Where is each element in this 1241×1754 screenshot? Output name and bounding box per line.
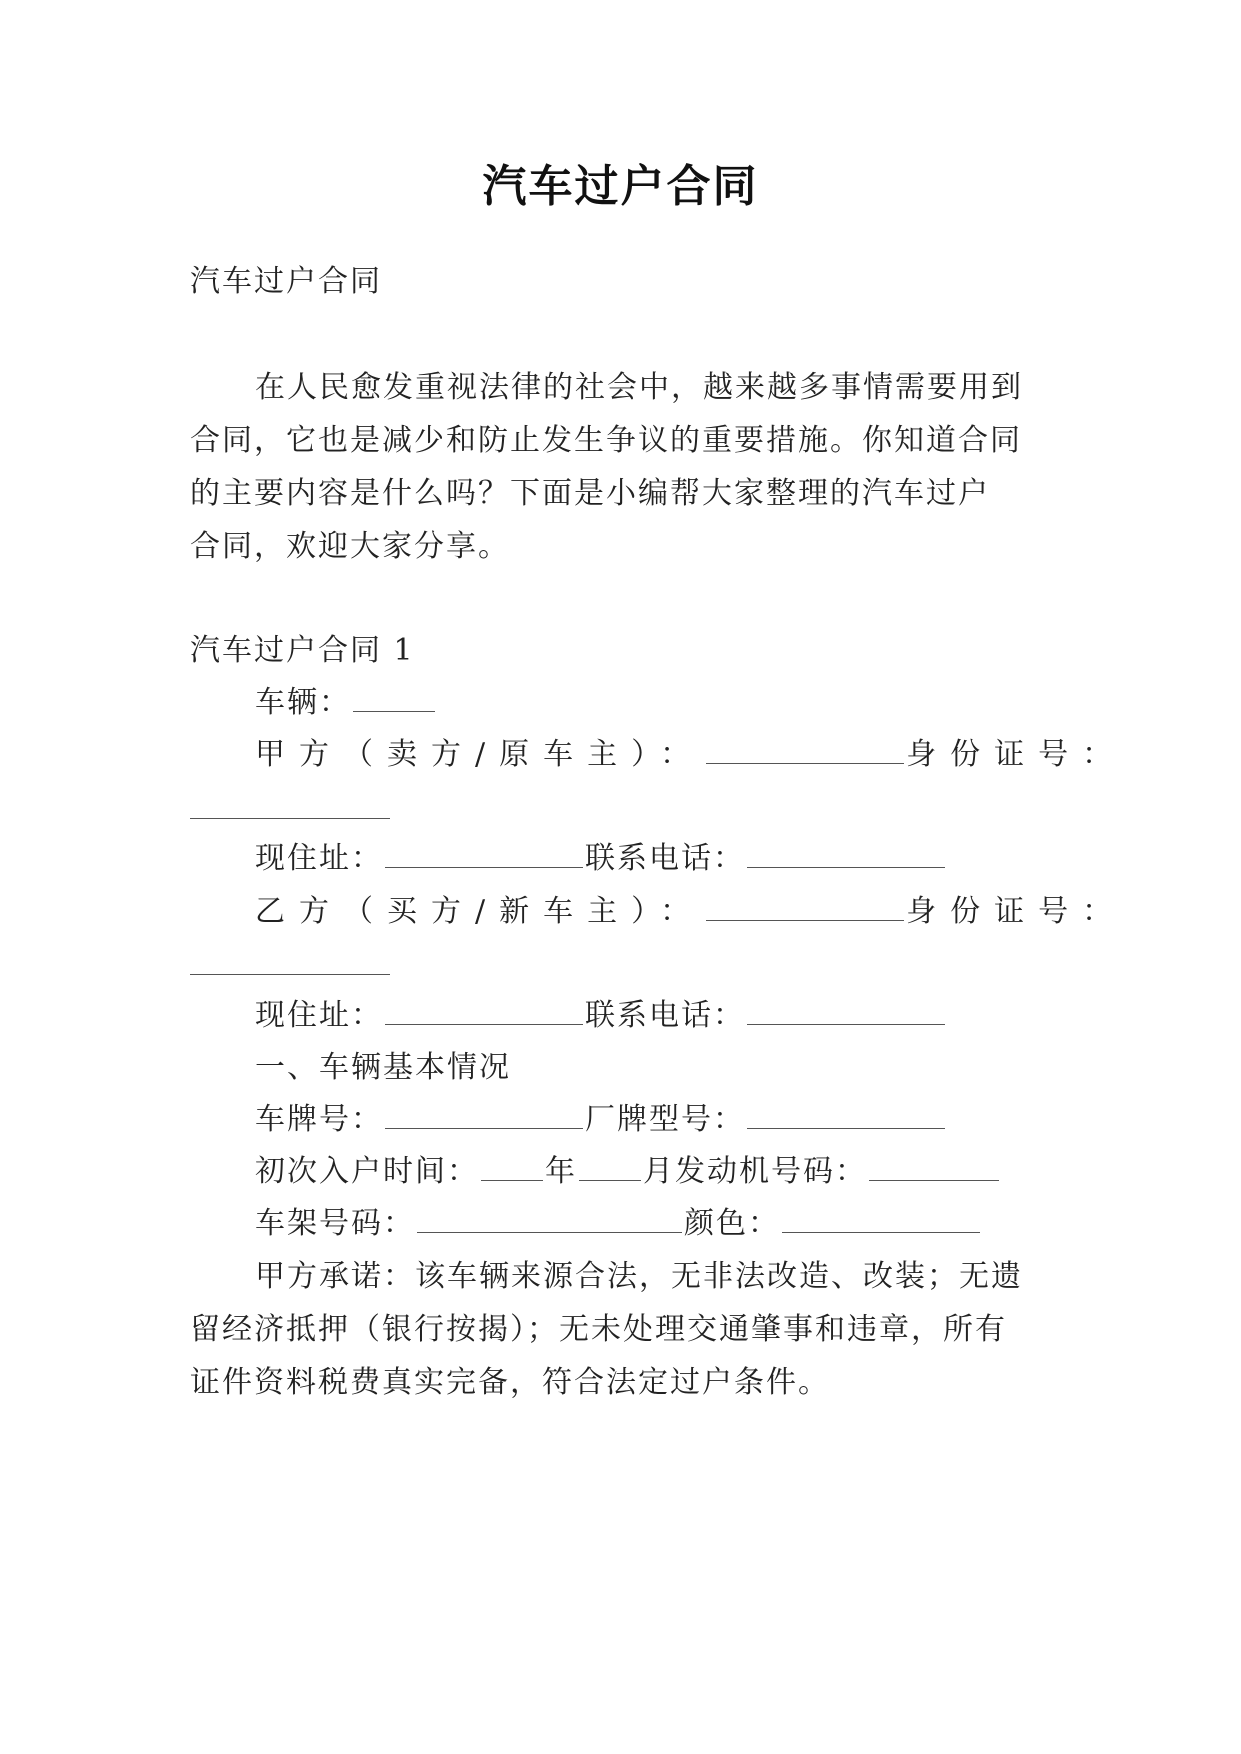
party-b-phone-blank[interactable] bbox=[747, 998, 945, 1025]
party-a-id-label: 身份证号： bbox=[906, 737, 1127, 772]
party-b-name-blank[interactable] bbox=[706, 894, 904, 921]
model-label: 厂牌型号： bbox=[585, 1102, 745, 1137]
party-a-address-blank[interactable] bbox=[385, 841, 583, 868]
model-blank[interactable] bbox=[747, 1102, 945, 1129]
month-blank[interactable] bbox=[579, 1154, 641, 1181]
year-blank[interactable] bbox=[481, 1154, 543, 1181]
intro-line-2: 合同，它也是减少和防止发生争议的重要措施。你知道合同 bbox=[190, 423, 1022, 458]
party-b-id-blank[interactable] bbox=[190, 948, 390, 975]
intro-line-3: 的主要内容是什么吗？下面是小编帮大家整理的汽车过户 bbox=[190, 476, 990, 511]
party-a-id-row bbox=[190, 790, 1050, 830]
promise-line-1: 甲方承诺：该车辆来源合法，无非法改造、改装；无遗 bbox=[255, 1259, 1023, 1294]
plate-label: 车牌号： bbox=[255, 1102, 383, 1137]
intro-line-1: 在人民愈发重视法律的社会中，越来越多事情需要用到 bbox=[255, 370, 1023, 405]
party-b-id-label: 身份证号： bbox=[906, 894, 1127, 929]
color-blank[interactable] bbox=[782, 1206, 980, 1233]
party-a-id-blank[interactable] bbox=[190, 792, 390, 819]
intro-line-4: 合同，欢迎大家分享。 bbox=[190, 529, 510, 564]
party-a-address-label: 现住址： bbox=[255, 841, 383, 876]
party-b-address-label: 现住址： bbox=[255, 998, 383, 1033]
section-heading: 汽车过户合同 1 bbox=[190, 633, 415, 668]
party-b-phone-label: 联系电话： bbox=[585, 998, 745, 1033]
month-engine-label: 月发动机号码： bbox=[643, 1154, 867, 1189]
plate-row bbox=[255, 1100, 1050, 1140]
frame-row bbox=[255, 1204, 1050, 1244]
vehicle-row bbox=[255, 683, 1050, 723]
frame-label: 车架号码： bbox=[255, 1206, 415, 1241]
party-a-label: 甲方（卖方/原车主）： bbox=[255, 737, 705, 772]
party-b-row bbox=[255, 892, 1127, 932]
first-registration-row bbox=[255, 1152, 1050, 1192]
vehicle-label: 车辆： bbox=[255, 685, 351, 720]
year-label: 年 bbox=[545, 1154, 577, 1189]
document-title: 汽车过户合同 bbox=[482, 161, 759, 212]
engine-number-blank[interactable] bbox=[869, 1154, 999, 1181]
party-a-phone-label: 联系电话： bbox=[585, 841, 745, 876]
party-a-name-blank[interactable] bbox=[706, 737, 904, 764]
plate-blank[interactable] bbox=[385, 1102, 583, 1129]
document-subtitle: 汽车过户合同 bbox=[190, 264, 382, 299]
first-registration-label: 初次入户时间： bbox=[255, 1154, 479, 1189]
party-b-contact-row bbox=[255, 996, 1050, 1036]
party-a-row bbox=[255, 735, 1127, 775]
party-a-contact-row bbox=[255, 839, 1050, 879]
party-b-id-row bbox=[190, 946, 1050, 986]
promise-line-2: 留经济抵押（银行按揭）；无未处理交通肇事和违章，所有 bbox=[190, 1312, 1007, 1347]
vehicle-blank[interactable] bbox=[353, 685, 435, 712]
section-one-heading: 一、车辆基本情况 bbox=[255, 1050, 511, 1085]
promise-line-3: 证件资料税费真实完备，符合法定过户条件。 bbox=[190, 1365, 830, 1400]
party-b-address-blank[interactable] bbox=[385, 998, 583, 1025]
color-label: 颜色： bbox=[684, 1206, 780, 1241]
party-a-phone-blank[interactable] bbox=[747, 841, 945, 868]
party-b-label: 乙方（买方/新车主）： bbox=[255, 894, 705, 929]
frame-blank[interactable] bbox=[417, 1206, 682, 1233]
